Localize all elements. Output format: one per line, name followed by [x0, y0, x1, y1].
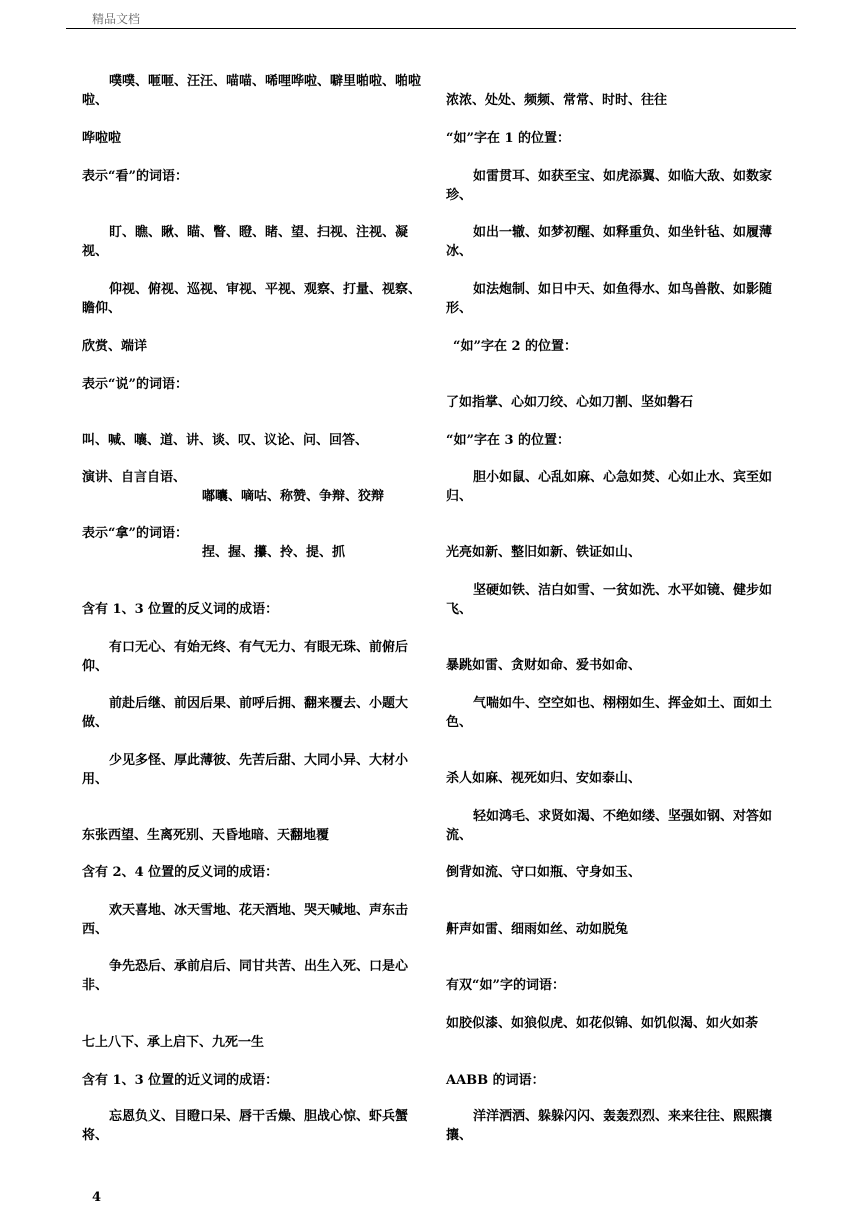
split-right-text: 嘟囔、嘀咕、称赞、争辩、狡辩 [202, 489, 385, 504]
section-heading: 含有 1、3 位置的反义词的成语： [82, 602, 279, 617]
paragraph: 如出一辙、如梦初醒、如释重负、如坐针毡、如履薄冰、 [446, 225, 773, 259]
paragraph: 杀人如麻、视死如归、安如泰山、 [446, 771, 642, 786]
paragraph: 前赴后继、前因后果、前呼后拥、翻来覆去、小题大做、 [82, 696, 409, 730]
split-row [82, 468, 432, 506]
paragraph: 鼾声如雷、细雨如丝、动如脱兔 [446, 922, 629, 937]
paragraph: 盯、瞧、瞅、瞄、瞥、瞪、睹、望、扫视、注视、凝视、 [82, 225, 409, 259]
paragraph: 争先恐后、承前启后、同甘共苦、出生入死、口是心非、 [82, 959, 409, 993]
paragraph: 有口无心、有始无终、有气无力、有眼无珠、前俯后仰、 [82, 640, 409, 674]
paragraph: 气喘如牛、空空如也、栩栩如生、挥金如土、面如土色、 [446, 696, 773, 730]
paragraph: 浓浓、处处、频频、常常、时时、往往 [446, 93, 668, 108]
split-row [82, 524, 432, 562]
paragraph: 少见多怪、厚此薄彼、先苦后甜、大同小异、大材小用、 [82, 753, 409, 787]
section-heading: 含有 1、3 位置的近义词的成语： [82, 1073, 279, 1088]
paragraph: 坚硬如铁、洁白如雪、一贫如洗、水平如镜、健步如飞、 [446, 583, 773, 617]
paragraph: 了如指掌、心如刀绞、心如刀割、坚如磐石 [446, 395, 694, 410]
paragraph: 东张西望、生离死别、天昏地暗、天翻地覆 [82, 828, 330, 843]
paragraph: 暴跳如雷、贪财如命、爱书如命、 [446, 658, 642, 673]
page-header [66, 10, 796, 29]
paragraph: 如雷贯耳、如获至宝、如虎添翼、如临大敌、如数家珍、 [446, 169, 773, 203]
section-heading: 含有 2、4 位置的反义词的成语： [82, 865, 279, 880]
paragraph: 轻如鸿毛、求贤如渴、不绝如缕、坚强如钢、对答如流、 [446, 809, 773, 843]
paragraph: 叫、喊、嚷、道、讲、谈、叹、议论、问、回答、 [82, 433, 369, 448]
header-text: 精品文档 [92, 12, 141, 26]
paragraph: 光亮如新、整旧如新、铁证如山、 [446, 545, 642, 560]
section-heading: 表示“看”的词语： [82, 169, 188, 184]
section-heading: “如”字在 3 的位置： [446, 433, 571, 448]
section-heading: “如”字在 1 的位置： [446, 131, 571, 146]
paragraph: 欢天喜地、冰天雪地、花天酒地、哭天喊地、声东击西、 [82, 903, 409, 937]
page-number: 4 [92, 1190, 102, 1205]
paragraph: 洋洋洒洒、躲躲闪闪、轰轰烈烈、来来往往、熙熙攘攘、 [446, 1109, 773, 1143]
paragraph: 倒背如流、守口如瓶、守身如玉、 [446, 865, 642, 880]
paragraph: 七上八下、承上启下、九死一生 [82, 1035, 265, 1050]
paragraph: 如法炮制、如日中天、如鱼得水、如鸟兽散、如影随形、 [446, 282, 773, 316]
paragraph: 忘恩负义、目瞪口呆、唇干舌燥、胆战心惊、虾兵蟹将、 [82, 1109, 409, 1143]
paragraph: 哗啦啦 [82, 131, 122, 146]
section-heading: 表示“说”的词语： [82, 377, 188, 392]
section-heading: 有双“如”字的词语： [446, 978, 565, 993]
paragraph: 噗噗、咂咂、汪汪、喵喵、唏哩哗啦、噼里啪啦、啪啦啦、 [82, 74, 422, 108]
section-heading: 表示“拿”的词语： [82, 526, 188, 541]
section-heading: AABB 的词语： [446, 1073, 545, 1088]
paragraph: 如胶似漆、如狼似虎、如花似锦、如饥似渴、如火如荼 [446, 1016, 759, 1031]
paragraph: 欣赏、端详 [82, 339, 148, 354]
paragraph: 仰视、俯视、巡视、审视、平视、观察、打量、视察、瞻仰、 [82, 282, 422, 316]
split-right-text: 捏、握、攥、拎、提、抓 [202, 545, 346, 560]
section-heading: “如”字在 2 的位置： [453, 339, 578, 354]
paragraph: 胆小如鼠、心乱如麻、心急如焚、心如止水、宾至如归、 [446, 470, 773, 504]
split-left-text: 演讲、自言自语、 [82, 470, 187, 485]
